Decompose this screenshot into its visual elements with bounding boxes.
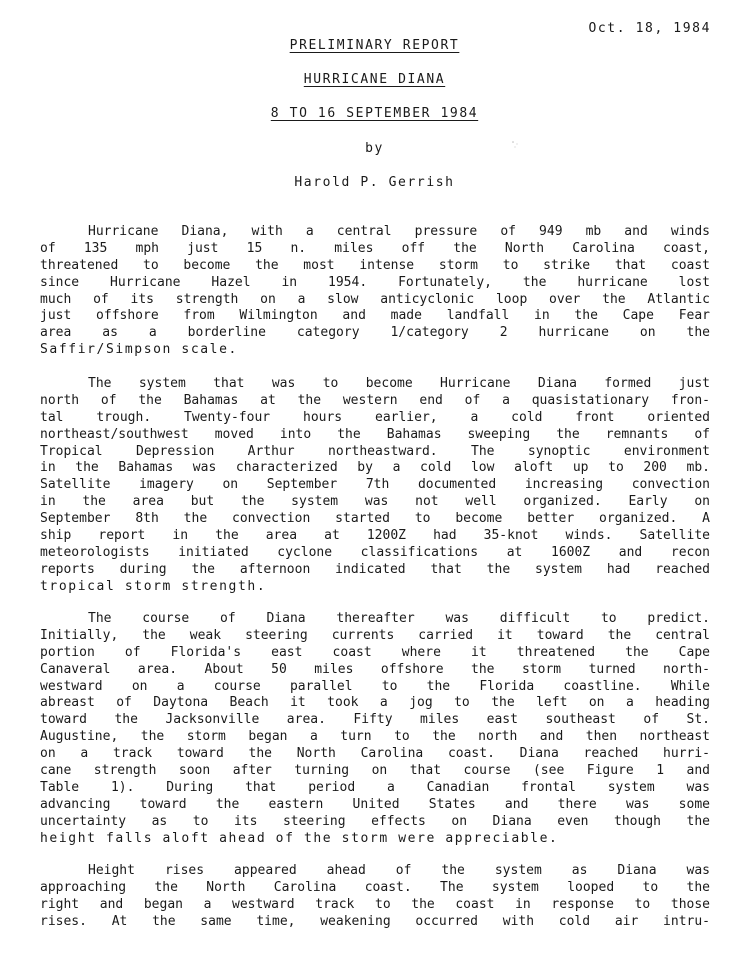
- text-line: north of the Bahamas at the western end of a quasistationary fron-: [40, 392, 710, 408]
- text-line: cane strength soon after turning on that course (see Figure 1 and: [40, 763, 710, 779]
- scan-speck: [510, 138, 522, 150]
- by-line: by: [365, 141, 384, 156]
- text-line: Canaveral area. About 50 miles offshore the storm turned north-: [40, 661, 710, 677]
- report-type: PRELIMINARY REPORT: [289, 38, 460, 53]
- text-line: advancing toward the eastern United States and there was some: [40, 796, 710, 812]
- paragraph-1: [40, 224, 710, 359]
- text-line: Initially, the weak steering currents carried it toward the central: [40, 627, 710, 643]
- text-line: reports during the afternoon indicated that the system had reached: [40, 561, 710, 577]
- text-line: right and began a westward track to the coast in response to those: [40, 896, 710, 912]
- paragraph-3: [40, 611, 710, 847]
- text-line: rises. At the same time, weakening occurred with cold air intru-: [40, 913, 710, 929]
- text-line: Augustine, the storm began a turn to the north and then northeast: [40, 729, 710, 745]
- text-line: The course of Diana thereafter was difficult to predict.: [88, 611, 710, 626]
- paragraph-2: [40, 376, 710, 596]
- text-line: in the Bahamas was characterized by a cold low aloft up to 200 mb.: [40, 460, 710, 476]
- text-line: September 8th the convection started to become better organized. A: [40, 511, 710, 527]
- text-line: ship report in the area at 1200Z had 35-knot winds. Satellite: [40, 528, 710, 544]
- text-line: portion of Florida's east coast where it threatened the Cape: [40, 644, 710, 660]
- text-line: Height rises appeared ahead of the system as Diana was: [88, 863, 710, 878]
- report-date: Oct. 18, 1984: [588, 21, 711, 36]
- text-line: on a track toward the North Carolina coast. Diana reached hurri-: [40, 746, 710, 762]
- date-range: 8 TO 16 SEPTEMBER 1984: [270, 106, 479, 121]
- text-line: Hurricane Diana, with a central pressure of 949 mb and winds: [88, 224, 710, 239]
- author-name: Harold P. Gerrish: [294, 175, 455, 190]
- text-line: westward on a course parallel to the Florida coastline. While: [40, 678, 710, 694]
- text-line: of 135 mph just 15 n. miles off the North Carolina coast,: [40, 240, 710, 256]
- text-line: The system that was to become Hurricane Diana formed just: [88, 376, 710, 391]
- paragraph-4: [40, 863, 710, 931]
- text-line: uncertainty as to its steering effects on Diana even though the: [40, 813, 710, 829]
- text-line: meteorologists initiated cyclone classifications at 1600Z and recon: [40, 544, 710, 560]
- storm-name: HURRICANE DIANA: [303, 72, 446, 87]
- text-line: Satellite imagery on September 7th documented increasing convection: [40, 477, 710, 493]
- text-line: tropical storm strength.: [40, 578, 267, 594]
- text-line: abreast of Daytona Beach it took a jog to the left on a heading: [40, 695, 710, 711]
- text-line: much of its strength on a slow anticyclonic loop over the Atlantic: [40, 291, 710, 307]
- text-line: toward the Jacksonville area. Fifty miles east southeast of St.: [40, 712, 710, 728]
- report-heading: [0, 38, 749, 53]
- text-line: just offshore from Wilmington and made landfall in the Cape Fear: [40, 308, 710, 324]
- text-line: in the area but the system was not well organized. Early on: [40, 494, 710, 510]
- text-line: height falls aloft ahead of the storm were appreciable.: [40, 830, 559, 846]
- date-range-heading: [0, 106, 749, 121]
- text-line: since Hurricane Hazel in 1954. Fortunately, the hurricane lost: [40, 274, 710, 290]
- text-line: Saffir/Simpson scale.: [40, 342, 238, 358]
- storm-name-heading: [0, 72, 749, 87]
- text-line: area as a borderline category 1/category 2 hurricane on the: [40, 325, 710, 341]
- text-line: tal trough. Twenty-four hours earlier, a cold front oriented: [40, 409, 710, 425]
- text-line: threatened to become the most intense storm to strike that coast: [40, 257, 710, 273]
- text-line: Tropical Depression Arthur northeastward. The synoptic environment: [40, 443, 710, 459]
- text-line: northeast/southwest moved into the Bahamas sweeping the remnants of: [40, 426, 710, 442]
- text-line: Table 1). During that period a Canadian frontal system was: [40, 779, 710, 795]
- text-line: approaching the North Carolina coast. The system looped to the: [40, 879, 710, 895]
